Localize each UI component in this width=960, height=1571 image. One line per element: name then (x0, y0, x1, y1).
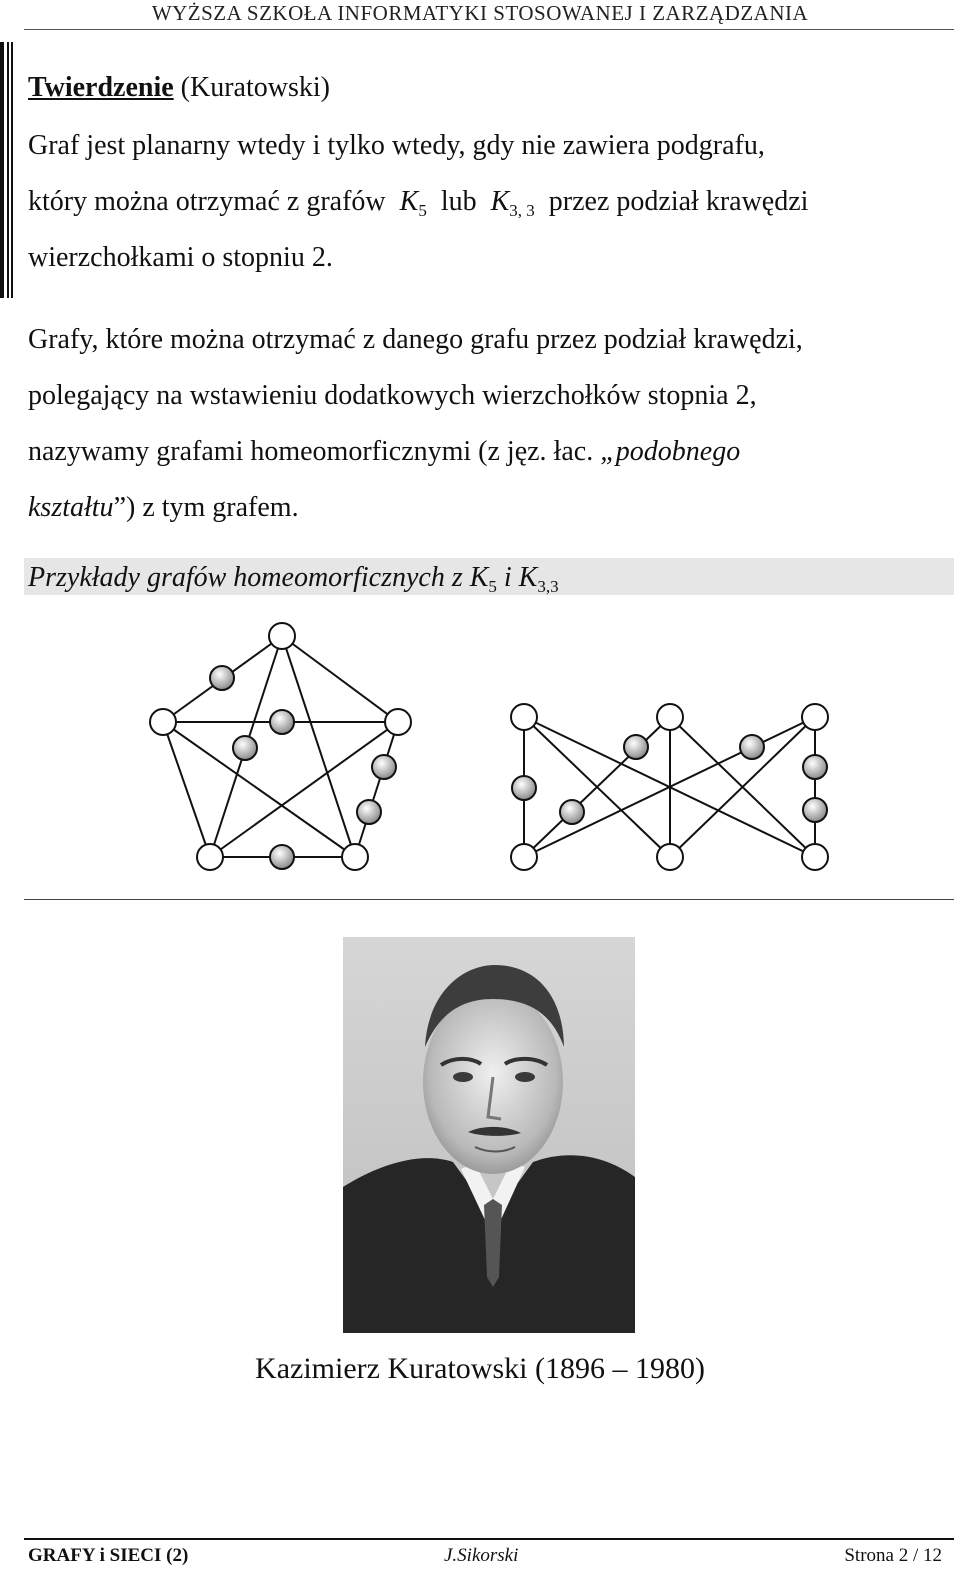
page-header (0, 0, 960, 26)
paragraph-line-4: kształtu”) z tym grafem. (28, 492, 299, 523)
subdivision-vertex (560, 800, 584, 824)
theorem-author: (Kuratowski) (180, 72, 330, 103)
theorem-label: Twierdzenie (28, 72, 174, 103)
paragraph-line-2: polegający na wstawieniu dodatkowych wierzchołków stopnia 2, (28, 380, 757, 411)
vertex (269, 623, 295, 649)
subdivision-vertex (512, 776, 536, 800)
theorem-line-2: który można otrzymać z grafów $K_5$ lub $K_{3, 3}$ przez podział krawędzi (28, 186, 809, 220)
subdivision-vertex (803, 798, 827, 822)
kuratowski-portrait (343, 937, 635, 1333)
vertex (802, 844, 828, 870)
institution-name: WYŻSZA SZKOŁA INFORMATYKI STOSOWANEJ I ZARZĄDZANIA (151, 1, 809, 25)
subdivision-vertex (270, 845, 294, 869)
footer-page-number: Strona 2 / 12 (844, 1545, 942, 1566)
k33-homeomorph (524, 717, 815, 857)
subdivision-vertex (233, 736, 257, 760)
subdivision-vertex (270, 710, 294, 734)
examples-title: Przykłady grafów homeomorficznych z $K_5$ i $K_{3,3}$ (28, 562, 559, 596)
vertex (511, 844, 537, 870)
theorem-heading (28, 72, 330, 104)
k5-subscript: 5 (418, 201, 427, 220)
footer-rule (24, 1538, 954, 1540)
footer-course: GRAFY i SIECI (2) (28, 1545, 189, 1566)
margin-bars (0, 42, 14, 298)
portrait-caption: Kazimierz Kuratowski (1896 – 1980) (255, 1352, 705, 1385)
vertex (342, 844, 368, 870)
subdivision-vertex (740, 735, 764, 759)
subdivision-vertex (803, 755, 827, 779)
section-rule (24, 899, 954, 900)
k5-homeomorph (163, 636, 398, 857)
header-rule (24, 29, 954, 30)
vertex (802, 704, 828, 730)
k5-vertices (150, 623, 411, 870)
k33-subscript: 3, 3 (509, 201, 535, 220)
paragraph-line-1: Grafy, które można otrzymać z danego grafu przez podział krawędzi, (28, 324, 803, 355)
homeomorphic-graphs-figure (0, 600, 960, 890)
vertex (385, 709, 411, 735)
vertex (657, 704, 683, 730)
subdivision-vertex (357, 800, 381, 824)
vertex (657, 844, 683, 870)
theorem-line-3: wierzchołkami o stopniu 2. (28, 242, 333, 273)
paragraph-line-3: nazywamy grafami homeomorficznymi (z jęz. łac. „podobnego (28, 436, 741, 467)
vertex (197, 844, 223, 870)
subdivision-vertex (624, 735, 648, 759)
vertex (150, 709, 176, 735)
theorem-line-1: Graf jest planarny wtedy i tylko wtedy, gdy nie zawiera podgrafu, (28, 130, 765, 161)
subdivision-vertex (372, 755, 396, 779)
footer-author: J.Sikorski (444, 1545, 519, 1566)
vertex (511, 704, 537, 730)
subdivision-vertex (210, 666, 234, 690)
